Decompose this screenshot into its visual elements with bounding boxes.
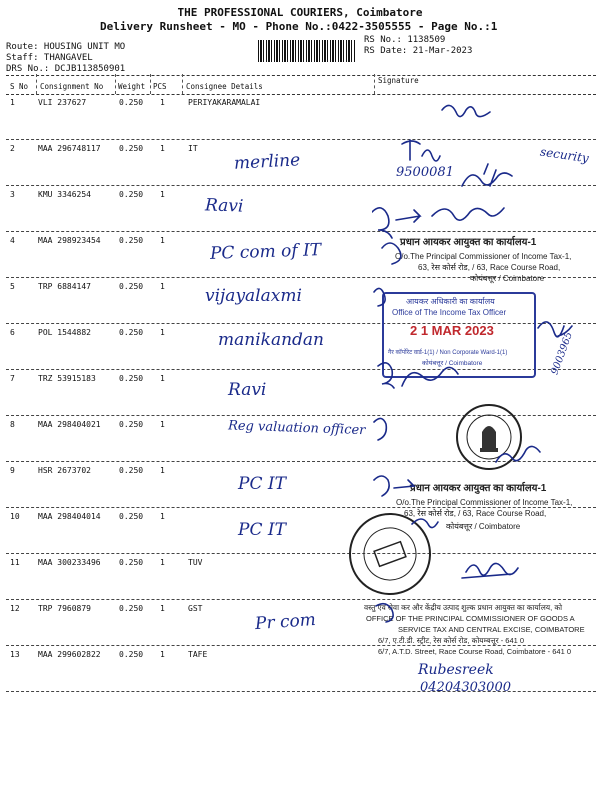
row-sno: 1 bbox=[10, 98, 15, 107]
row-weight: 0.250 bbox=[119, 512, 144, 521]
stamp-it1-line2: 63, रेस कोर्स रोड, / 63, Race Course Road, bbox=[418, 263, 561, 272]
row-pcs: 1 bbox=[160, 604, 165, 613]
col-divider bbox=[115, 74, 116, 94]
hand-phone-row13: 04204303000 bbox=[420, 680, 511, 695]
row-pcs: 1 bbox=[160, 374, 165, 383]
handwritten-recipient: PC com of IT bbox=[209, 240, 322, 264]
col-pcs: PCS bbox=[153, 82, 167, 91]
handwritten-recipient: manikandan bbox=[218, 330, 324, 350]
row-weight: 0.250 bbox=[119, 236, 144, 245]
row-consignee: TUV bbox=[188, 558, 203, 567]
row-weight: 0.250 bbox=[119, 144, 144, 153]
row-sno: 12 bbox=[10, 604, 20, 613]
ito-date: 2 1 MAR 2023 bbox=[410, 323, 494, 338]
header-divider-bottom bbox=[6, 94, 596, 95]
col-divider bbox=[182, 74, 183, 94]
row-consignment: POL 1544882 bbox=[38, 328, 91, 337]
row-pcs: 1 bbox=[160, 650, 165, 659]
row-weight: 0.250 bbox=[119, 466, 144, 475]
row-pcs: 1 bbox=[160, 420, 165, 429]
row-weight: 0.250 bbox=[119, 328, 144, 337]
row-pcs: 1 bbox=[160, 558, 165, 567]
row-sno: 7 bbox=[10, 374, 15, 383]
row-sno: 4 bbox=[10, 236, 15, 245]
col-divider bbox=[374, 74, 375, 94]
row-weight: 0.250 bbox=[119, 420, 144, 429]
ito-line2: गैर कॉर्पोरेट वार्ड-1(1) / Non Corporate Ward-1(1) bbox=[388, 350, 508, 356]
row-sno: 5 bbox=[10, 282, 15, 291]
row-consignment: VLI 237627 bbox=[38, 98, 87, 107]
row-pcs: 1 bbox=[160, 282, 165, 291]
col-weight: Weight bbox=[118, 82, 146, 91]
row-consignment: MAA 296748117 bbox=[38, 144, 101, 153]
handwritten-recipient: merline bbox=[233, 150, 301, 174]
row-sno: 3 bbox=[10, 190, 15, 199]
row-pcs: 1 bbox=[160, 466, 165, 475]
gst-line1: OFFICE OF THE PRINCIPAL COMMISSIONER OF GOODS A bbox=[366, 614, 575, 623]
row-weight: 0.250 bbox=[119, 374, 144, 383]
row-pcs: 1 bbox=[160, 512, 165, 521]
handwritten-recipient: Reg valuation officer bbox=[227, 418, 366, 439]
route-label: Route: HOUSING UNIT MO bbox=[6, 42, 126, 52]
row-consignment: TRP 7960879 bbox=[38, 604, 91, 613]
gst-line2: SERVICE TAX AND CENTRAL EXCISE, COIMBATORE bbox=[398, 625, 585, 634]
col-sno: S No bbox=[10, 82, 29, 91]
hand-phone-row6: 9003965 bbox=[549, 330, 576, 377]
ito-line1: Office of The Income Tax Officer bbox=[392, 308, 507, 317]
barcode bbox=[258, 40, 356, 62]
row-sno: 11 bbox=[10, 558, 20, 567]
handwritten-recipient: Ravi bbox=[204, 195, 244, 217]
row-weight: 0.250 bbox=[119, 282, 144, 291]
handwritten-recipient: Ravi bbox=[228, 380, 267, 400]
handwritten-recipient: PC IT bbox=[238, 474, 286, 494]
row-pcs: 1 bbox=[160, 236, 165, 245]
runsheet-subtitle: Delivery Runsheet - MO - Phone No.:0422-3505555 - Page No.:1 bbox=[100, 20, 498, 33]
row-consignee: IT bbox=[188, 144, 198, 153]
stamp-it1b-line2: 63, रेस कोर्स रोड, / 63, Race Course Road, bbox=[404, 509, 547, 518]
row-consignment: MAA 298923454 bbox=[38, 236, 101, 245]
row-weight: 0.250 bbox=[119, 558, 144, 567]
staff-label: Staff: THANGAVEL bbox=[6, 53, 93, 63]
row-weight: 0.250 bbox=[119, 190, 144, 199]
hand-rubesreek: Rubesreek bbox=[418, 662, 494, 678]
row-consignee: TAFE bbox=[188, 650, 208, 659]
ito-line3: कोयंबत्तूर / Coimbatore bbox=[422, 360, 483, 367]
handwritten-recipient: Pr com bbox=[254, 609, 317, 635]
drs-number: DRS No.: DCJB113850901 bbox=[6, 64, 126, 74]
row-sno: 10 bbox=[10, 512, 20, 521]
ito-hindi: आयकर अधिकारी का कार्यालय bbox=[406, 297, 495, 306]
row-consignment: KMU 3346254 bbox=[38, 190, 91, 199]
stamp-it1-line3: कोयंबत्तूर / Coimbatore bbox=[470, 274, 545, 283]
gst-hindi: वस्तु एवं सेवा कर और केंद्रीय उत्पाद शुल्क प्रधान आयुक्त का कार्यालय, को bbox=[364, 603, 563, 612]
row-consignment: TRP 6884147 bbox=[38, 282, 91, 291]
rs-date: RS Date: 21-Mar-2023 bbox=[364, 46, 473, 56]
row-pcs: 1 bbox=[160, 98, 165, 107]
stamp-it1-hindi: प्रधान आयकर आयुक्त का कार्यालय-1 bbox=[400, 237, 537, 248]
rs-number: RS No.: 1138509 bbox=[364, 35, 446, 45]
row-sno: 6 bbox=[10, 328, 15, 337]
hand-security: security bbox=[539, 144, 590, 166]
row-consignee: GST bbox=[188, 604, 203, 613]
stamp-it1b-line1: O/o.The Principal Commissioner of Income Tax-1, bbox=[396, 498, 573, 507]
handwritten-recipient: vijayalaxmi bbox=[205, 286, 302, 306]
row-weight: 0.250 bbox=[119, 650, 144, 659]
gst-line4: 6/7, A.T.D. Street, Race Course Road, Coimbatore - 641 0 bbox=[378, 647, 572, 656]
row-consignment: MAA 300233496 bbox=[38, 558, 101, 567]
gst-line3: 6/7, ए.टी.डी. स्ट्रीट, रेस कोर्स रोड, कोयम्बत्तूर - 641 0 bbox=[378, 636, 525, 645]
row-consignee: PERIYAKARAMALAI bbox=[188, 98, 261, 107]
signature-scribbles bbox=[372, 96, 598, 656]
col-consignment: Consignment No bbox=[40, 82, 104, 91]
row-consignment: MAA 298404014 bbox=[38, 512, 101, 521]
row-pcs: 1 bbox=[160, 144, 165, 153]
stamp-it1-line1: O/o.The Principal Commissioner of Income Tax-1, bbox=[395, 252, 572, 261]
row-pcs: 1 bbox=[160, 328, 165, 337]
hand-phone-row2: 9500081 bbox=[396, 165, 454, 180]
col-divider bbox=[36, 74, 37, 94]
row-sno: 2 bbox=[10, 144, 15, 153]
row-consignment: MAA 299602822 bbox=[38, 650, 101, 659]
row-sno: 8 bbox=[10, 420, 15, 429]
row-sno: 13 bbox=[10, 650, 20, 659]
row-sno: 9 bbox=[10, 466, 15, 475]
stamp-it1b-hindi: प्रधान आयकर आयुक्त का कार्यालय-1 bbox=[410, 483, 547, 494]
col-divider bbox=[150, 74, 151, 94]
row-consignment: HSR 2673702 bbox=[38, 466, 91, 475]
col-signature: Signature bbox=[378, 76, 419, 85]
col-consignee: Consignee Details bbox=[186, 82, 263, 91]
row-weight: 0.250 bbox=[119, 604, 144, 613]
row-consignment: MAA 298404021 bbox=[38, 420, 101, 429]
header-divider-top bbox=[6, 75, 596, 76]
row-pcs: 1 bbox=[160, 190, 165, 199]
row-consignment: TRZ 53915183 bbox=[38, 374, 96, 383]
row-weight: 0.250 bbox=[119, 98, 144, 107]
document-title: THE PROFESSIONAL COURIERS, Coimbatore bbox=[177, 6, 423, 19]
handwritten-recipient: PC IT bbox=[238, 520, 286, 540]
stamp-it1b-line3: कोयंबत्तूर / Coimbatore bbox=[446, 522, 521, 531]
